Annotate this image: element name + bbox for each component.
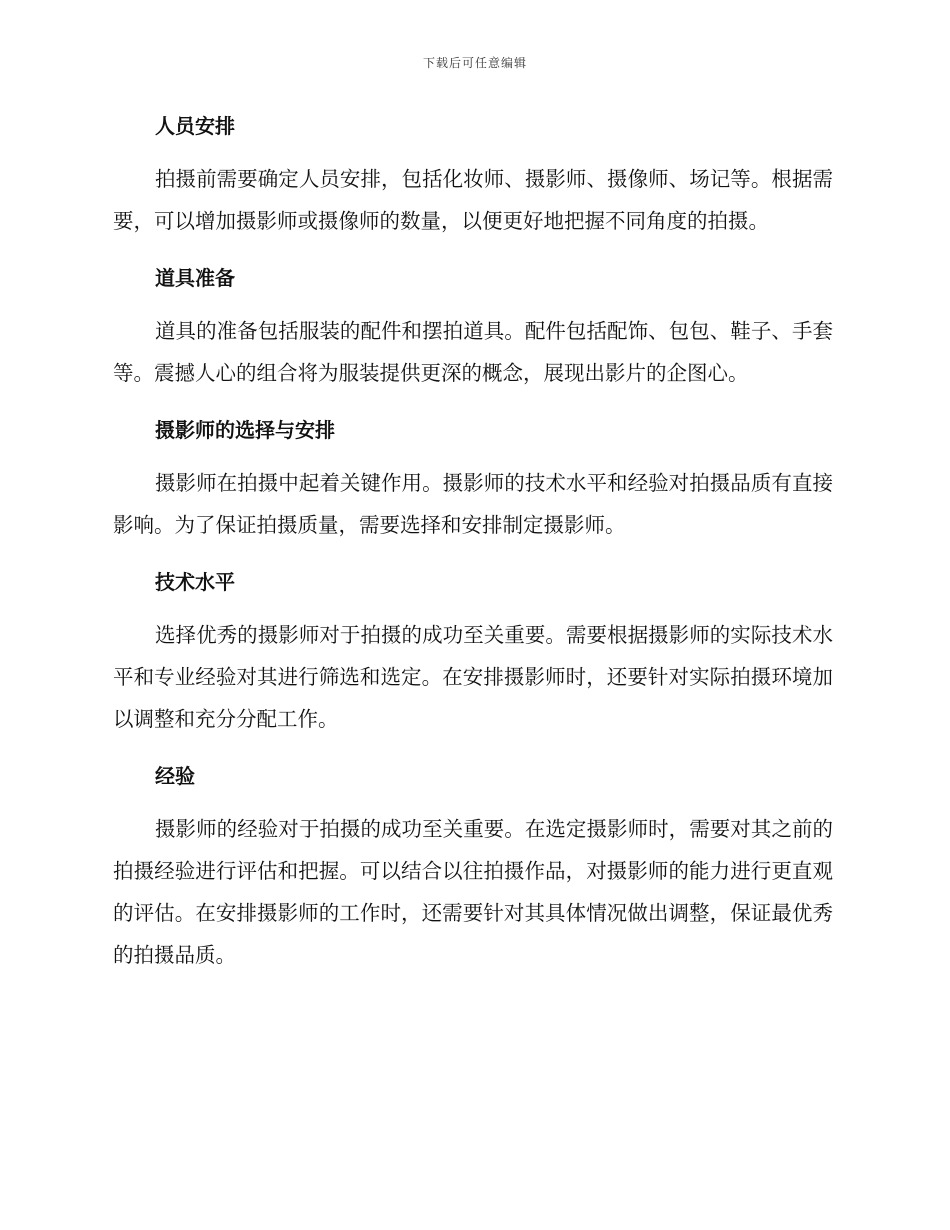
section-technical-skill <box>113 562 833 740</box>
section-props <box>113 258 833 394</box>
section-heading: 摄影师的选择与安排 <box>155 418 335 442</box>
section-heading: 人员安排 <box>155 114 235 138</box>
page-header: 下载后可任意编辑 <box>422 56 527 70</box>
section-heading: 经验 <box>155 764 195 788</box>
section-paragraph: 摄影师在拍摄中起着关键作用。摄影师的技术水平和经验对拍摄品质有直接影响。为了保证拍摄质量，需要选择和安排制定摄影师。 <box>113 471 833 537</box>
section-photographer-selection <box>113 410 833 546</box>
section-heading: 技术水平 <box>155 570 235 594</box>
section-paragraph: 选择优秀的摄影师对于拍摄的成功至关重要。需要根据摄影师的实际技术水平和专业经验对其进行筛选和选定。在安排摄影师时，还要针对实际拍摄环境加以调整和充分分配工作。 <box>113 623 833 731</box>
section-paragraph: 拍摄前需要确定人员安排，包括化妆师、摄影师、摄像师、场记等。根据需要，可以增加摄影师或摄像师的数量，以便更好地把握不同角度的拍摄。 <box>113 167 833 233</box>
section-heading: 道具准备 <box>155 266 235 290</box>
section-personnel <box>113 106 833 242</box>
section-paragraph: 道具的准备包括服装的配件和摆拍道具。配件包括配饰、包包、鞋子、手套等。震撼人心的组合将为服装提供更深的概念，展现出影片的企图心。 <box>113 319 833 385</box>
section-experience <box>113 756 833 976</box>
document-content <box>113 106 833 992</box>
section-paragraph: 摄影师的经验对于拍摄的成功至关重要。在选定摄影师时，需要对其之前的拍摄经验进行评估和把握。可以结合以往拍摄作品，对摄影师的能力进行更直观的评估。在安排摄影师的工作时，还需要针对其具体情况做出调整，保证最优秀的拍摄品质。 <box>113 817 833 967</box>
